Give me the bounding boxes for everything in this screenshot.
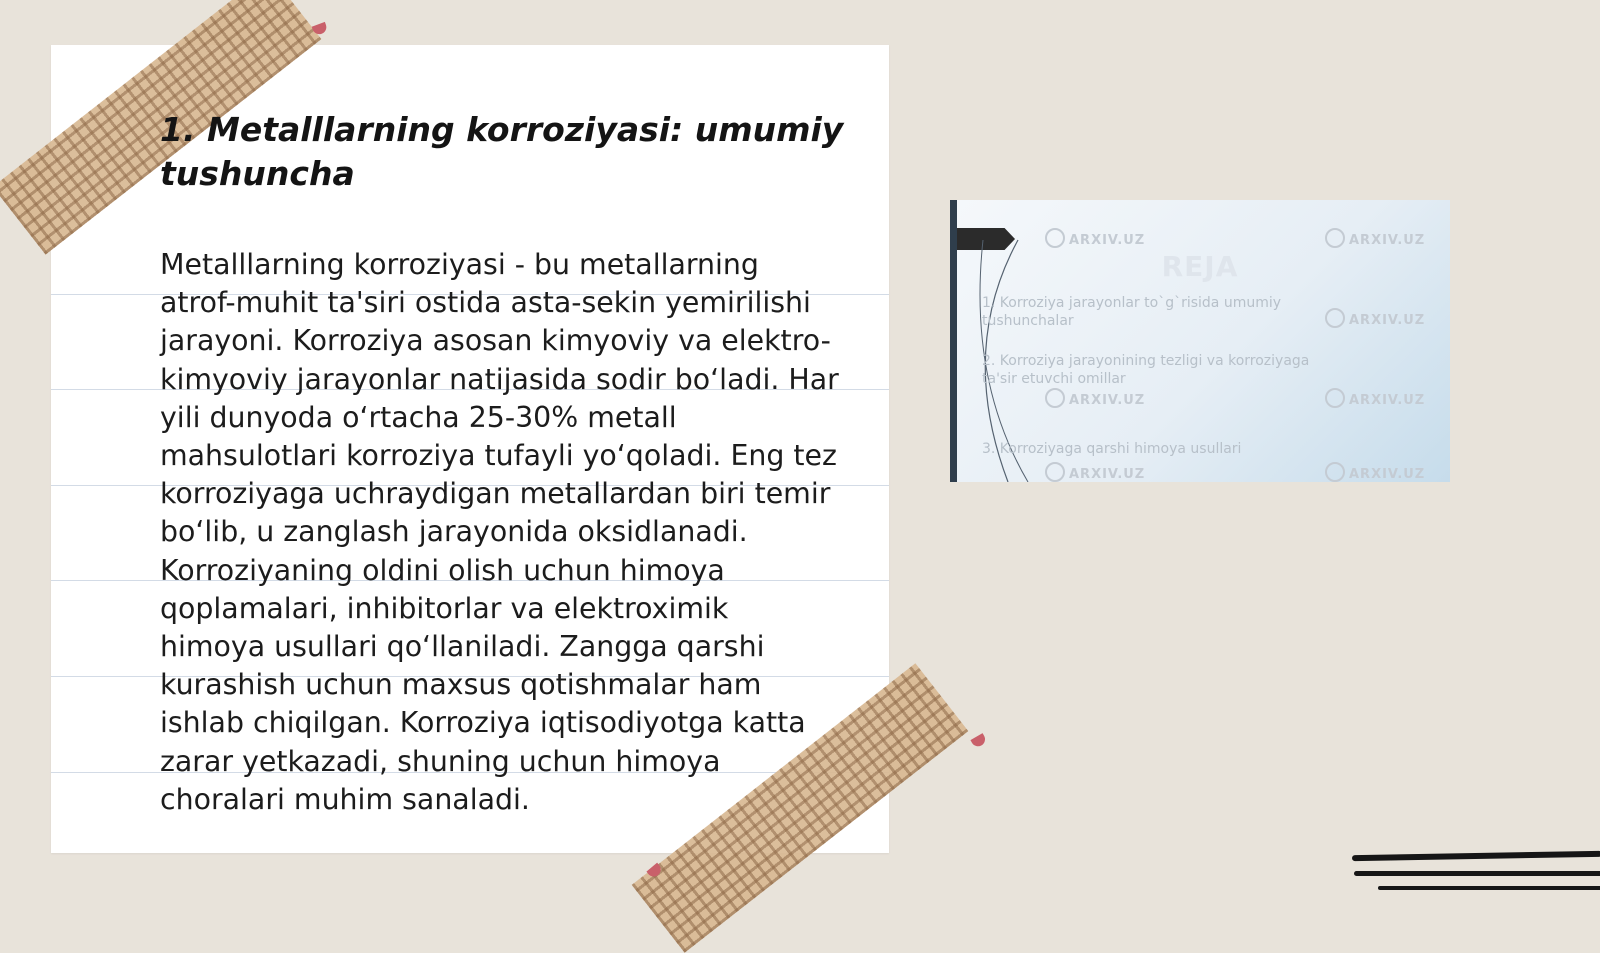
thumbnail-list-item: 1. Korroziya jarayonlar to`g`risida umumiy tushunchalar [982, 295, 1282, 329]
watermark-label: ARXIV.UZ [1325, 388, 1425, 408]
thumbnail-accent-bar [950, 200, 957, 482]
magnifier-icon [1325, 462, 1345, 482]
watermark-label: ARXIV.UZ [1045, 462, 1145, 482]
watermark-label: ARXIV.UZ [1045, 388, 1145, 408]
tape-pin-decoration [970, 733, 987, 749]
slide-title: 1. Metalllarning korroziyasi: umumiy tushuncha [160, 110, 844, 193]
watermark-label: ARXIV.UZ [1325, 462, 1425, 482]
reja-slide-thumbnail [950, 200, 1450, 482]
brush-stroke-decoration [1354, 871, 1600, 876]
magnifier-icon [1325, 228, 1345, 248]
magnifier-icon [1045, 462, 1065, 482]
slide-body-text: Metalllarning korroziyasi - bu metallarning atrof-muhit ta'siri ostida asta-sekin yemirilishi jarayoni. Korroziya asosan kimyoviy va elektro-kimyoviy jarayonlar natijasida sodir bo‘ladi. Har yili dunyoda o‘rtacha 25-30% metall mahsulotlari korroziya tufayli yo‘qoladi. Eng tez korroziyaga uchraydigan metallardan biri temir bo‘lib, u zanglash jarayonida oksidlanadi. Korroziyaning oldini olish uchun himoya qoplamalari, inhibitorlar va elektroximik himoya usullari qo‘llaniladi. Zangga qarshi kurashish uchun maxsus qotishmalar ham ishlab chiqilgan. Korroziya iqtisodiyotga katta zarar yetkazadi, shuning uchun himoya choralari muhim sanaladi. [160, 248, 839, 816]
thumbnail-list-item: 2. Korroziya jarayonining tezligi va korroziyaga ta'sir etuvchi omillar [982, 353, 1310, 387]
watermark-label: ARXIV.UZ [1325, 228, 1425, 248]
watermark-label: ARXIV.UZ [1045, 228, 1145, 248]
thumbnail-title: REJA [1161, 250, 1239, 283]
magnifier-icon [1045, 388, 1065, 408]
brush-stroke-decoration [1352, 851, 1600, 861]
magnifier-icon [1045, 228, 1065, 248]
magnifier-icon [1325, 308, 1345, 328]
thumbnail-list-item: 3. Korroziyaga qarshi himoya usullari [982, 441, 1242, 457]
magnifier-icon [1325, 388, 1345, 408]
brush-stroke-decoration [1378, 886, 1600, 890]
watermark-label: ARXIV.UZ [1325, 308, 1425, 328]
